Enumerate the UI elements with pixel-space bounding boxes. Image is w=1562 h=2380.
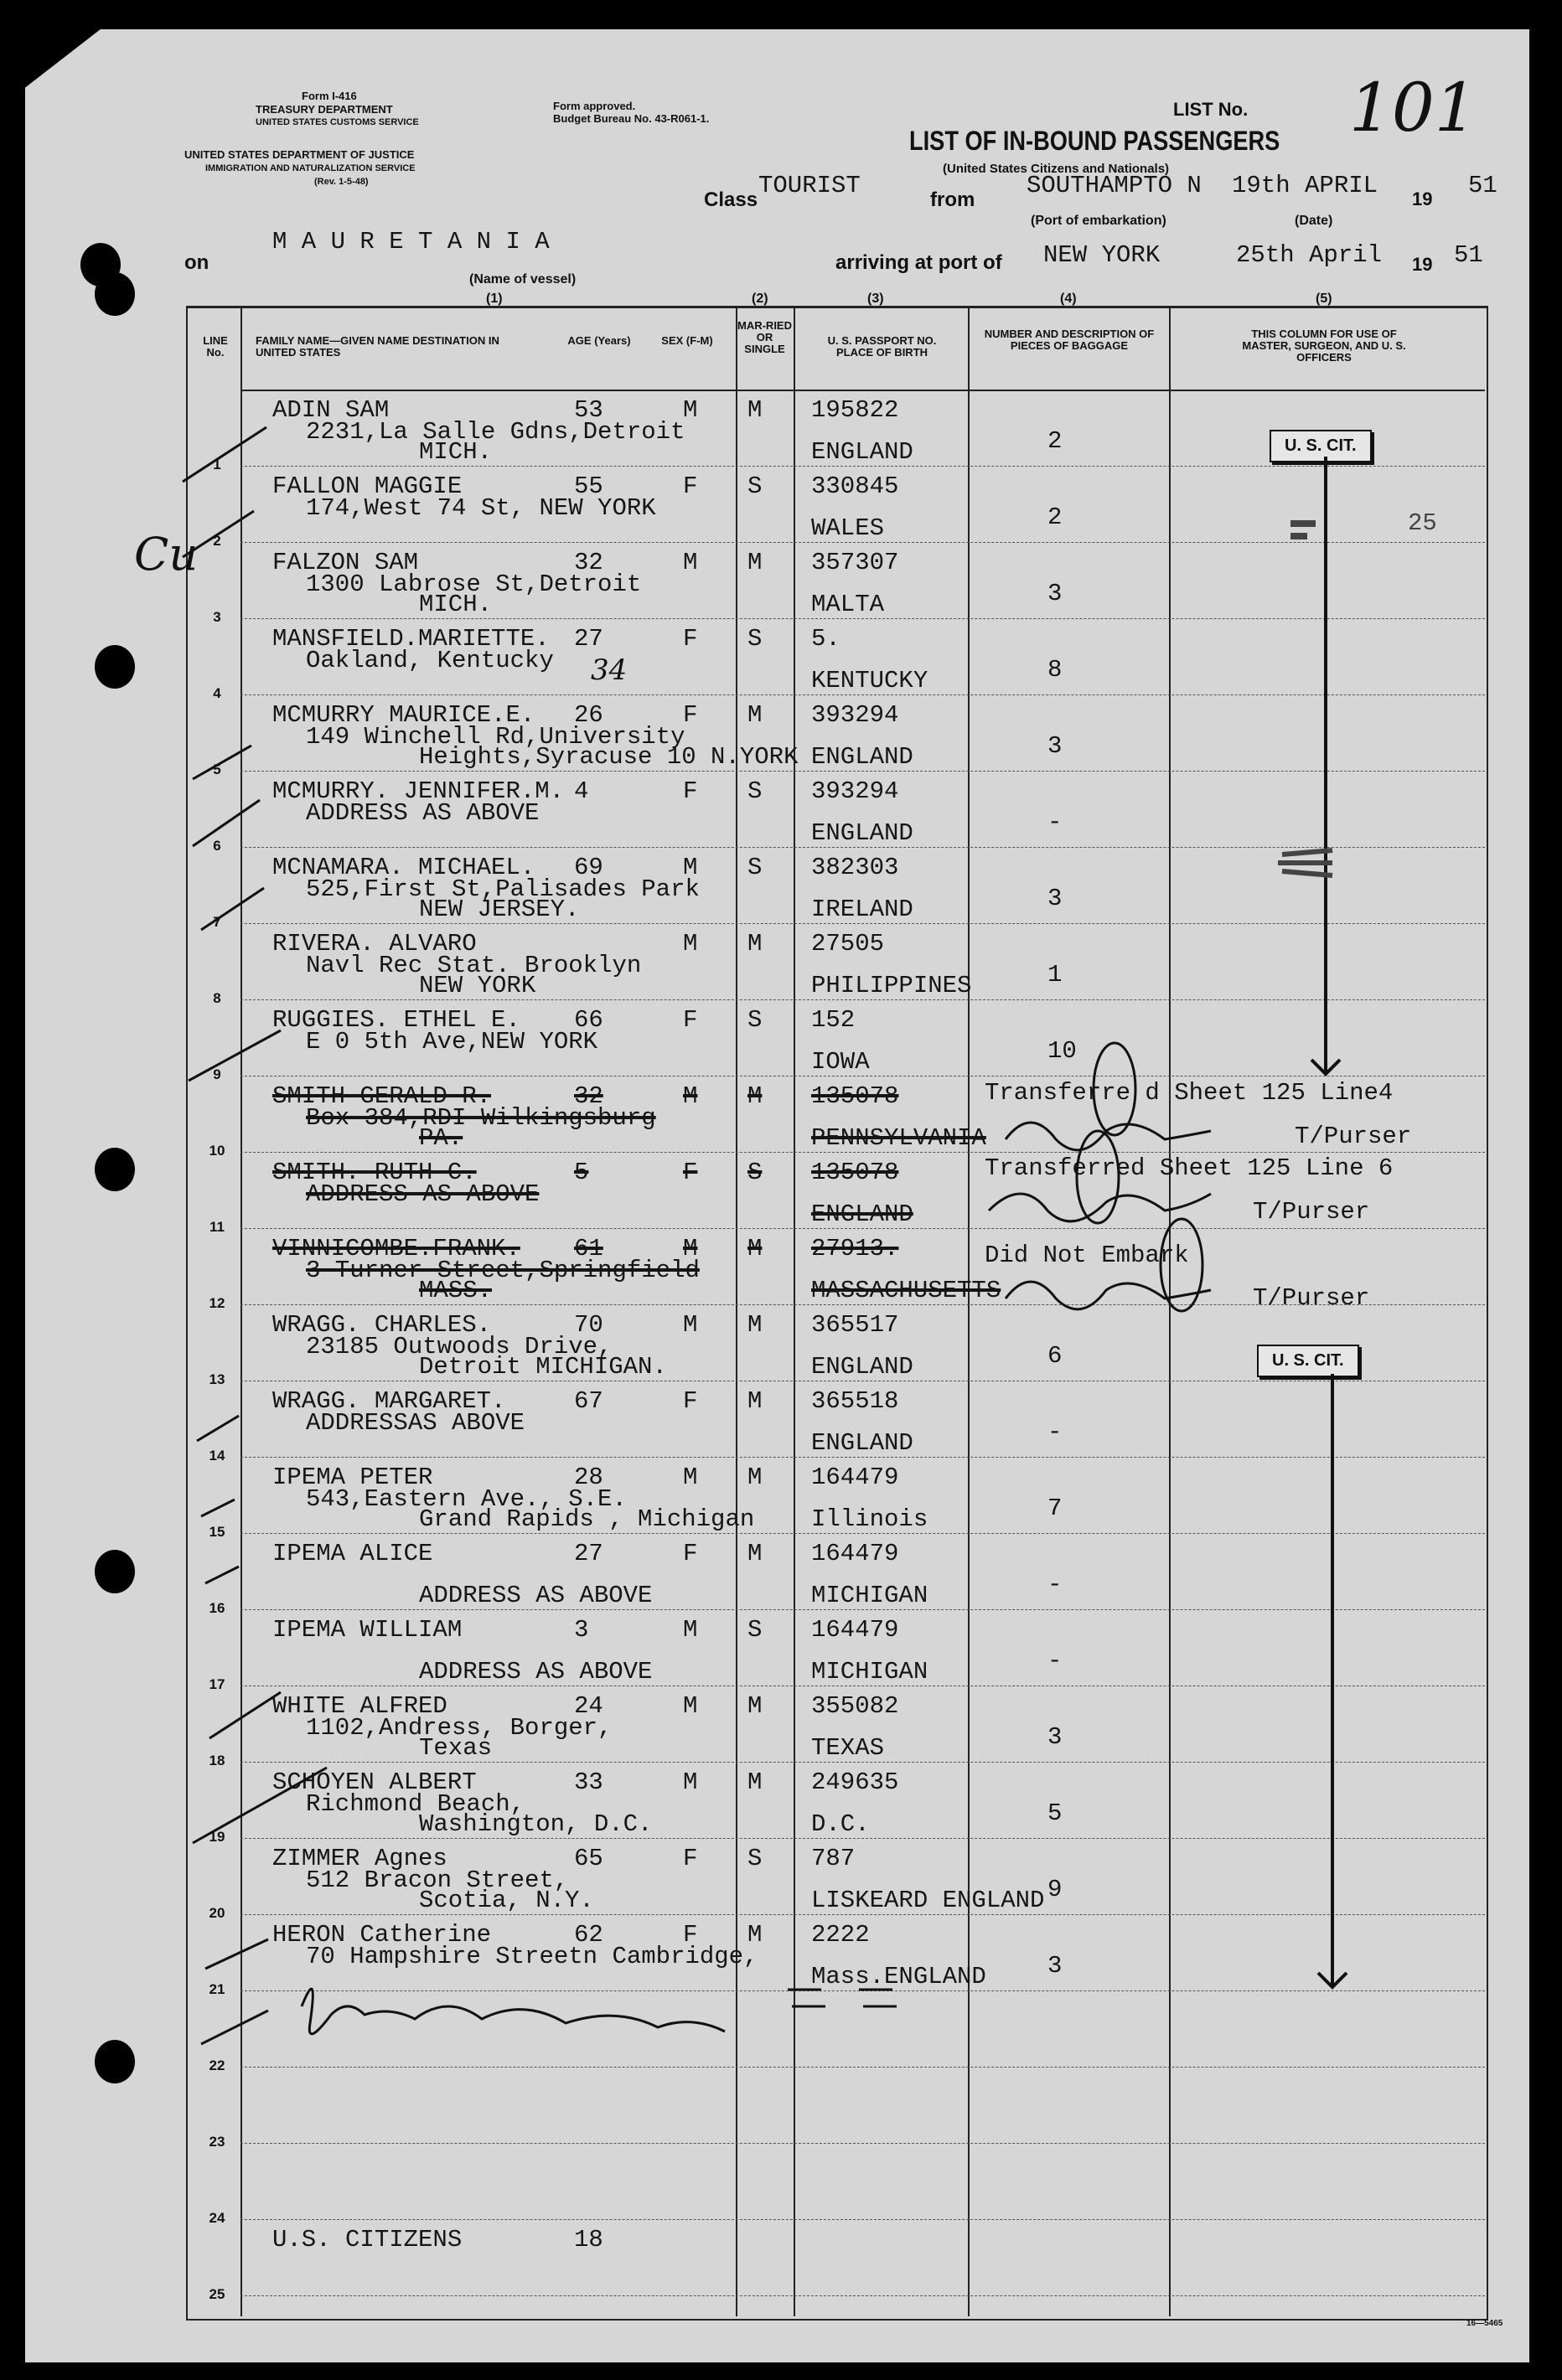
passenger-address-line2: ADDRESS AS ABOVE [419, 1582, 653, 1609]
arriving-label: arriving at port of [835, 251, 1002, 274]
passenger-name: VINNICOMBE.FRANK. [272, 1235, 520, 1262]
class-value: TOURIST [758, 172, 861, 199]
baggage-count: 7 [1047, 1495, 1063, 1522]
passenger-address: Navl Rec Stat. Brooklyn [306, 952, 642, 979]
passport-number: 787 [811, 1845, 856, 1872]
place-of-birth: D.C. [811, 1810, 870, 1838]
passenger-address: ADDRESS AS ABOVE [306, 799, 540, 827]
line-number: 7 [213, 914, 221, 930]
passenger-age: 32 [574, 549, 603, 576]
did-not-embark-note: Did Not Embark [985, 1242, 1189, 1269]
col-num-3: (3) [867, 292, 884, 306]
passport-number: 357307 [811, 549, 899, 576]
passport-number: 393294 [811, 777, 899, 805]
passenger-age: 27 [574, 1540, 603, 1567]
passenger-address-line2: ADDRESS AS ABOVE [419, 1658, 653, 1686]
col-header-age: AGE (Years) [567, 334, 631, 347]
baggage-count: 3 [1047, 885, 1063, 912]
passenger-name: IPEMA WILLIAM [272, 1616, 463, 1644]
passenger-address: E 0 5th Ave,NEW YORK [306, 1028, 598, 1056]
passenger-marital-status: M [747, 930, 763, 958]
col-num-1: (1) [486, 292, 503, 306]
col-header-name: FAMILY NAME—GIVEN NAME DESTINATION IN UNITED STATES [256, 334, 499, 359]
dept-customs: UNITED STATES CUSTOMS SERVICE [256, 117, 419, 127]
passenger-name: SCHOYEN ALBERT [272, 1768, 477, 1796]
date-caption: (Date) [1295, 214, 1333, 228]
passenger-address: 174,West 74 St, NEW YORK [306, 494, 656, 522]
us-citizen-stamp: U. S. CIT. [1257, 1345, 1359, 1377]
place-of-birth: Illinois [811, 1505, 928, 1533]
passenger-sex: F [683, 1921, 698, 1949]
purser-note-2: T/Purser [1253, 1198, 1370, 1226]
from-year-prefix: 19 [1412, 188, 1433, 209]
passport-number: 27913. [811, 1235, 899, 1262]
margin-note: Cu [134, 528, 199, 581]
passport-number: 5. [811, 625, 840, 653]
embark-date: 19th APRIL [1232, 172, 1378, 199]
col-header-married: MAR-RIED OR SINGLE [737, 319, 792, 355]
dept-immigration: IMMIGRATION AND NATURALIZATION SERVICE [205, 163, 416, 173]
place-of-birth: ENGLAND [811, 438, 913, 466]
passport-number: 365517 [811, 1311, 899, 1339]
passenger-name: RIVERA. ALVARO [272, 930, 477, 958]
line-number: 9 [213, 1066, 221, 1082]
dept-treasury: TREASURY DEPARTMENT [256, 103, 393, 116]
passenger-address: Richmond Beach, [306, 1790, 525, 1818]
vessel-name: M A U R E T A N I A [272, 228, 550, 256]
passport-number: 164479 [811, 1616, 899, 1644]
passenger-address-line2: Washington, D.C. [419, 1810, 653, 1838]
line-number: 25 [209, 2286, 225, 2302]
class-label: Class [704, 188, 758, 211]
passenger-marital-status: S [747, 1006, 763, 1034]
passport-number: 355082 [811, 1692, 899, 1720]
from-year: 51 [1468, 172, 1497, 199]
from-label: from [930, 188, 975, 211]
list-no-label: LIST No. [1173, 99, 1249, 120]
passenger-sex: M [683, 1692, 698, 1720]
line-number: 20 [209, 1905, 225, 1921]
passenger-age: 3 [574, 1616, 589, 1644]
baggage-count: 1 [1047, 961, 1063, 989]
place-of-birth: MICHIGAN [811, 1582, 928, 1609]
line-number: 6 [213, 838, 221, 854]
place-of-birth: Mass.ENGLAND [811, 1963, 986, 1990]
purser-note-3: T/Purser [1253, 1284, 1370, 1312]
line-number: 4 [213, 685, 221, 701]
col-num-4: (4) [1060, 292, 1077, 306]
embark-port: SOUTHAMPTO N [1027, 172, 1202, 199]
handwritten-age: 34 [591, 653, 628, 687]
passenger-sex: M [683, 1235, 698, 1262]
line-number: 12 [209, 1295, 225, 1311]
passenger-name: MANSFIELD.MARIETTE. [272, 625, 550, 653]
line-number: 8 [213, 990, 221, 1006]
on-label: on [184, 251, 209, 274]
vessel-caption: (Name of vessel) [469, 272, 577, 287]
passenger-marital-status: M [747, 1082, 763, 1110]
passport-number: 135078 [811, 1082, 899, 1110]
passport-number: 164479 [811, 1540, 899, 1567]
passenger-address-line2: Heights,Syracuse 10 N.YORK [419, 743, 799, 771]
passenger-age: 69 [574, 854, 603, 881]
passenger-marital-status: S [747, 1159, 763, 1186]
passenger-name: WRAGG. CHARLES. [272, 1311, 492, 1339]
passenger-marital-status: M [747, 1235, 763, 1262]
budget-bureau: Budget Bureau No. 43-R061-1. [553, 112, 710, 125]
baggage-count: 3 [1047, 1723, 1063, 1751]
passenger-marital-status: M [747, 701, 763, 729]
line-number: 1 [213, 457, 221, 472]
line-number: 18 [209, 1753, 225, 1768]
passenger-age: 55 [574, 472, 603, 500]
passenger-sex: F [683, 701, 698, 729]
passenger-name: IPEMA PETER [272, 1464, 433, 1491]
passenger-marital-status: M [747, 396, 763, 424]
passenger-name: SMITH GERALD R. [272, 1082, 492, 1110]
passenger-age: 66 [574, 1006, 603, 1034]
col-num-5: (5) [1316, 292, 1332, 306]
passenger-marital-status: M [747, 1540, 763, 1567]
form-rev: (Rev. 1-5-48) [314, 177, 369, 187]
passenger-age: 70 [574, 1311, 603, 1339]
passenger-sex: F [683, 472, 698, 500]
passport-number: 393294 [811, 701, 899, 729]
baggage-count: - [1047, 808, 1063, 836]
passenger-sex: F [683, 1845, 698, 1872]
line-number: 23 [209, 2134, 225, 2150]
passenger-address-line2: NEW YORK [419, 972, 536, 999]
baggage-count: 3 [1047, 732, 1063, 760]
passenger-address: 525,First St,Palisades Park [306, 875, 700, 903]
footer-code: 16—5465 [1466, 2319, 1503, 2328]
passenger-address-line2: Texas [419, 1734, 493, 1762]
passenger-sex: M [683, 549, 698, 576]
line-number: 3 [213, 609, 221, 625]
place-of-birth: MALTA [811, 591, 885, 618]
place-of-birth: ENGLAND [811, 743, 913, 771]
passenger-age: 27 [574, 625, 603, 653]
place-of-birth: MICHIGAN [811, 1658, 928, 1686]
passenger-name: IPEMA ALICE [272, 1540, 433, 1567]
passport-number: 330845 [811, 472, 899, 500]
passenger-address: 1300 Labrose St,Detroit [306, 570, 642, 598]
place-of-birth: IRELAND [811, 896, 913, 923]
passenger-age: 62 [574, 1921, 603, 1949]
line-number: 11 [209, 1219, 225, 1235]
passenger-age: 24 [574, 1692, 603, 1720]
passenger-sex: F [683, 1159, 698, 1186]
baggage-count: - [1047, 1418, 1063, 1446]
passenger-marital-status: S [747, 1845, 763, 1872]
baggage-count: 2 [1047, 427, 1063, 455]
col-header-line: LINE No. [203, 334, 228, 359]
passenger-age: 32 [574, 1082, 603, 1110]
passenger-marital-status: S [747, 777, 763, 805]
passenger-sex: F [683, 1006, 698, 1034]
passenger-age: 26 [574, 701, 603, 729]
place-of-birth: ENGLAND [811, 1353, 913, 1381]
passenger-address: 512 Bracon Street, [306, 1866, 569, 1894]
col-header-sex: SEX (F-M) [661, 334, 713, 347]
col-header-officers: THIS COLUMN FOR USE OF MASTER, SURGEON, AND U. S. OFFICERS [1242, 328, 1406, 364]
passenger-marital-status: M [747, 549, 763, 576]
line-number: 15 [209, 1524, 225, 1540]
port-caption: (Port of embarkation) [1031, 214, 1166, 228]
baggage-count: 2 [1047, 503, 1063, 531]
passenger-marital-status: M [747, 1692, 763, 1720]
passenger-name: WHITE ALFRED [272, 1692, 447, 1720]
dept-justice: UNITED STATES DEPARTMENT OF JUSTICE [184, 148, 415, 161]
passport-number: 365518 [811, 1387, 899, 1415]
arrival-year: 51 [1454, 241, 1483, 269]
passport-number: 249635 [811, 1768, 899, 1796]
passport-number: 382303 [811, 854, 899, 881]
passenger-sex: F [683, 777, 698, 805]
passenger-sex: M [683, 930, 698, 958]
line-number: 19 [209, 1829, 225, 1845]
margin-number: 25 [1408, 509, 1437, 537]
passenger-marital-status: M [747, 1387, 763, 1415]
passport-number: 152 [811, 1006, 856, 1034]
passenger-address-line2: PA. [419, 1124, 463, 1152]
baggage-count: - [1047, 1571, 1063, 1598]
line-number: 10 [209, 1143, 225, 1159]
passport-number: 164479 [811, 1464, 899, 1491]
passenger-address: 23185 Outwoods Drive, [306, 1333, 613, 1360]
arrival-port: NEW YORK [1043, 241, 1161, 269]
passenger-address-line2: Scotia, N.Y. [419, 1887, 594, 1914]
passenger-marital-status: M [747, 1921, 763, 1949]
transfer-note-2: Transferred Sheet 125 Line 6 [985, 1154, 1394, 1182]
place-of-birth: ENGLAND [811, 1200, 913, 1228]
passenger-address-line2: Grand Rapids , Michigan [419, 1505, 755, 1533]
passenger-age: 18 [574, 2226, 603, 2254]
line-number: 17 [209, 1676, 225, 1692]
place-of-birth: IOWA [811, 1048, 870, 1076]
passenger-age: 53 [574, 396, 603, 424]
passenger-age: 5 [574, 1159, 589, 1186]
passenger-address-line2: MICH. [419, 438, 493, 466]
line-number: 16 [209, 1600, 225, 1616]
passenger-name: ADIN SAM [272, 396, 390, 424]
passenger-sex: M [683, 1464, 698, 1491]
passenger-address: ADDRESS AS ABOVE [306, 1180, 540, 1208]
passenger-address-line2: MASS. [419, 1277, 493, 1304]
passenger-address: 2231,La Salle Gdns,Detroit [306, 418, 685, 446]
col-header-passport: U. S. PASSPORT NO. PLACE OF BIRTH [827, 334, 937, 359]
passport-number: 135078 [811, 1159, 899, 1186]
purser-note-1: T/Purser [1295, 1123, 1412, 1150]
passenger-name: SMITH. RUTH C. [272, 1159, 477, 1186]
form-id: Form I-416 [302, 90, 357, 102]
passenger-name: HERON Catherine [272, 1921, 492, 1949]
baggage-count: 8 [1047, 656, 1063, 684]
place-of-birth: ENGLAND [811, 1429, 913, 1457]
passenger-address: 3 Turner Street,Springfield [306, 1257, 700, 1284]
line-number: 21 [209, 1981, 225, 1997]
passenger-address-line2: NEW JERSEY. [419, 896, 580, 923]
passenger-age: 67 [574, 1387, 603, 1415]
passenger-age: 61 [574, 1235, 603, 1262]
passport-number: 2222 [811, 1921, 870, 1949]
form-approved: Form approved. [553, 100, 636, 112]
passenger-name: MCMURRY MAURICE.E. [272, 701, 535, 729]
passenger-sex: M [683, 1311, 698, 1339]
passport-number: 27505 [811, 930, 885, 958]
passenger-age: 28 [574, 1464, 603, 1491]
passenger-sex: M [683, 396, 698, 424]
line-number: 14 [209, 1448, 225, 1464]
passenger-marital-status: S [747, 1616, 763, 1644]
passenger-name: RUGGIES. ETHEL E. [272, 1006, 520, 1034]
passenger-marital-status: S [747, 472, 763, 500]
passenger-address: Box 384,RDI Wilkingsburg [306, 1104, 656, 1132]
list-number: 101 [1349, 69, 1477, 147]
passenger-age: 33 [574, 1768, 603, 1796]
baggage-count: 5 [1047, 1799, 1063, 1827]
line-number: 24 [209, 2210, 225, 2226]
passenger-sex: F [683, 625, 698, 653]
passenger-age: 4 [574, 777, 589, 805]
passenger-name: U.S. CITIZENS [272, 2226, 463, 2254]
passenger-marital-status: M [747, 1311, 763, 1339]
baggage-count: 6 [1047, 1342, 1063, 1370]
passenger-marital-status: S [747, 854, 763, 881]
passenger-address-line2: MICH. [419, 591, 493, 618]
line-number: 5 [213, 761, 221, 777]
place-of-birth: WALES [811, 514, 885, 542]
baggage-count: 3 [1047, 1952, 1063, 1980]
col-num-2: (2) [752, 292, 768, 306]
passenger-marital-status: S [747, 625, 763, 653]
place-of-birth: KENTUCKY [811, 667, 928, 694]
passenger-sex: M [683, 854, 698, 881]
passenger-marital-status: M [747, 1768, 763, 1796]
passenger-sex: M [683, 1616, 698, 1644]
place-of-birth: TEXAS [811, 1734, 885, 1762]
baggage-count: 10 [1047, 1037, 1077, 1065]
passenger-marital-status: M [747, 1464, 763, 1491]
page-title: LIST OF IN-BOUND PASSENGERS [909, 126, 1280, 156]
passenger-name: FALZON SAM [272, 549, 419, 576]
passenger-sex: M [683, 1082, 698, 1110]
passenger-address: 543,Eastern Ave., S.E. [306, 1485, 627, 1513]
passenger-address-line2: Detroit MICHIGAN. [419, 1353, 667, 1381]
arrival-date: 25th April [1236, 241, 1383, 269]
line-number: 13 [209, 1371, 225, 1387]
passenger-age: 65 [574, 1845, 603, 1872]
line-number: 2 [213, 533, 221, 549]
passenger-address: 1102,Andress, Borger, [306, 1714, 613, 1742]
baggage-count: 9 [1047, 1876, 1063, 1903]
passenger-name: FALLON MAGGIE [272, 472, 463, 500]
col-header-baggage: NUMBER AND DESCRIPTION OF PIECES OF BAGGAGE [984, 328, 1155, 352]
place-of-birth: MASSACHUSETTS [811, 1277, 1001, 1304]
passenger-name: WRAGG. MARGARET. [272, 1387, 506, 1415]
passenger-address: Oakland, Kentucky [306, 647, 554, 674]
passenger-sex: F [683, 1540, 698, 1567]
passenger-name: ZIMMER Agnes [272, 1845, 447, 1872]
passenger-sex: M [683, 1768, 698, 1796]
page-subtitle: (United States Citizens and Nationals) [943, 162, 1170, 176]
passenger-address: ADDRESSAS ABOVE [306, 1409, 525, 1437]
passenger-address: 70 Hampshire Streetn Cambridge, [306, 1943, 758, 1970]
us-citizen-stamp: U. S. CIT. [1270, 430, 1372, 462]
place-of-birth: LISKEARD ENGLAND [811, 1887, 1045, 1914]
place-of-birth: ENGLAND [811, 819, 913, 847]
passenger-address: 149 Winchell Rd,University [306, 723, 685, 751]
place-of-birth: PENNSYLVANIA [811, 1124, 986, 1152]
arrival-year-prefix: 19 [1412, 254, 1433, 275]
passport-number: 195822 [811, 396, 899, 424]
baggage-count: 3 [1047, 580, 1063, 607]
passenger-sex: F [683, 1387, 698, 1415]
place-of-birth: PHILIPPINES [811, 972, 972, 999]
transfer-note-1: Transferre d Sheet 125 Line4 [985, 1079, 1394, 1107]
passenger-name: MCNAMARA. MICHAEL. [272, 854, 535, 881]
passenger-name: MCMURRY. JENNIFER.M. [272, 777, 565, 805]
baggage-count: - [1047, 1647, 1063, 1675]
line-number: 22 [209, 2057, 225, 2073]
